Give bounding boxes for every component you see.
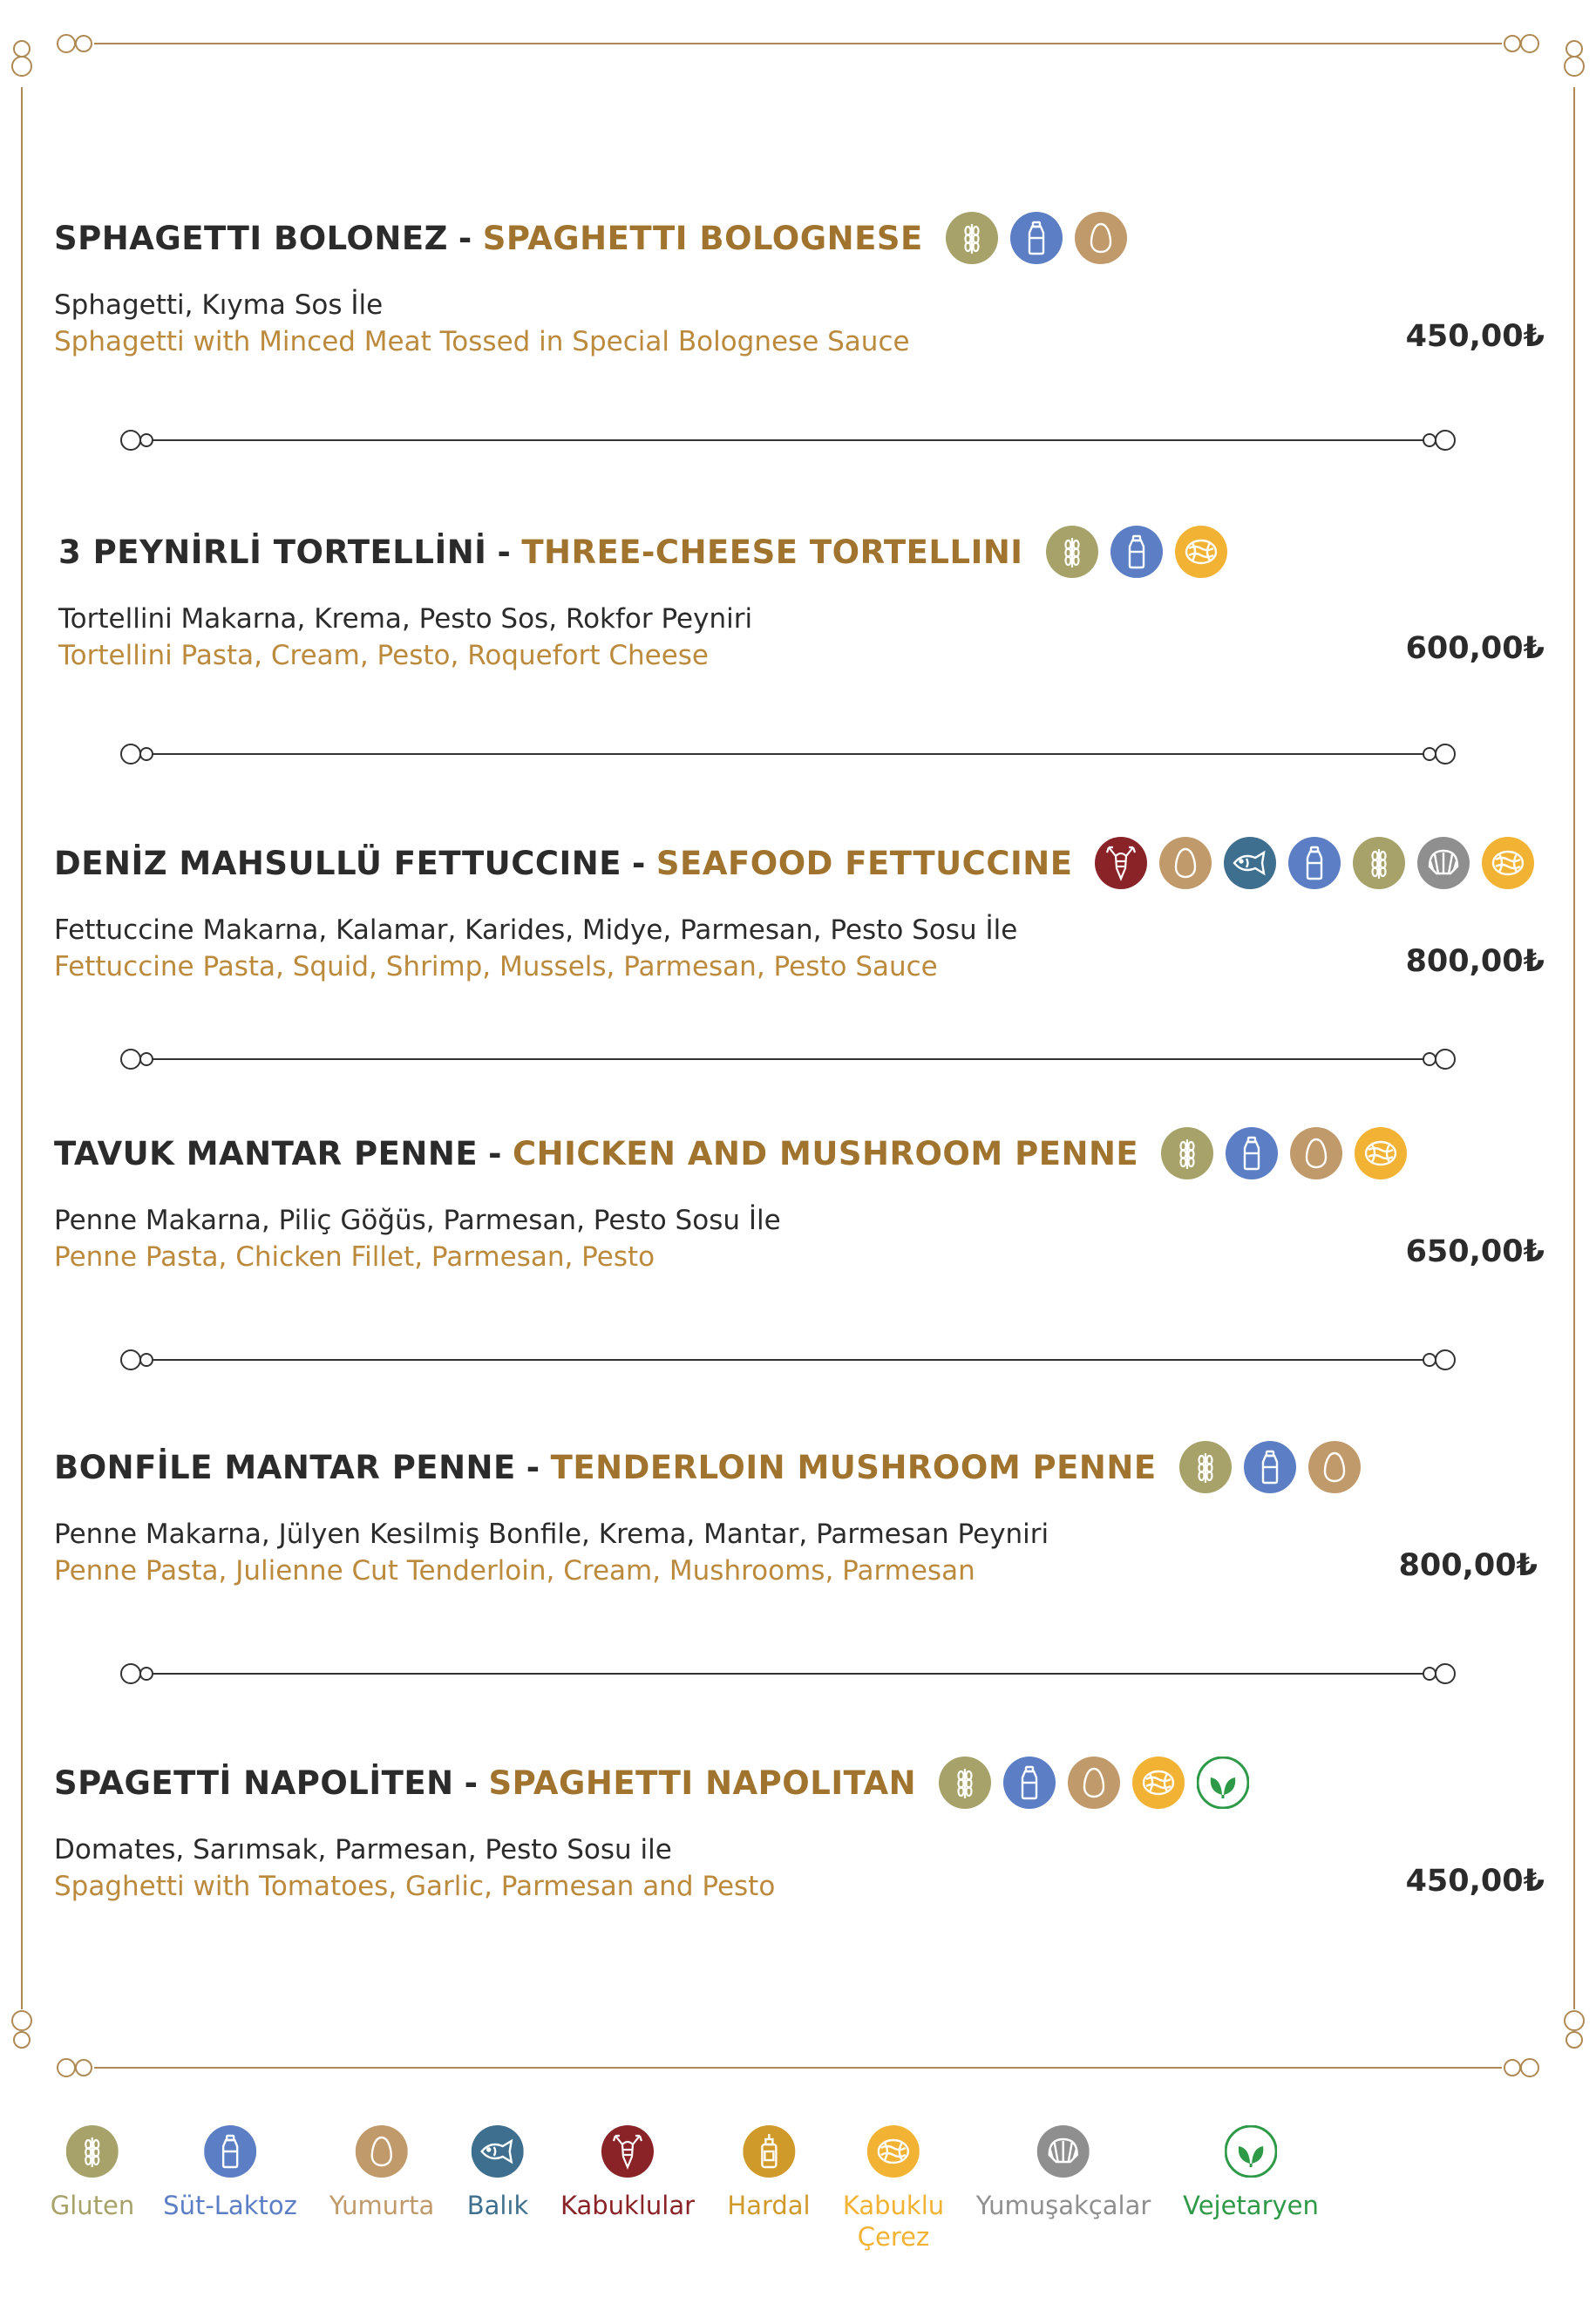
menu-item — [54, 834, 1545, 982]
milk-icon — [1003, 1757, 1056, 1809]
item-title-en: TENDERLOIN MUSHROOM PENNE — [550, 1448, 1157, 1486]
item-title-tr: SPHAGETTI BOLONEZ — [54, 219, 448, 257]
item-description-tr: Fettuccine Makarna, Kalamar, Karides, Midye, Parmesan, Pesto Sosu İle — [54, 914, 1018, 946]
item-title-row — [54, 834, 1545, 892]
item-title-tr: DENİZ MAHSULLÜ FETTUCCINE — [54, 844, 622, 882]
leaf-icon — [1225, 2125, 1277, 2178]
legend-item — [329, 2125, 434, 2221]
leaf-icon — [1197, 1757, 1249, 1809]
allergen-icons — [1046, 526, 1239, 578]
legend-label: Süt-Laktoz — [163, 2191, 297, 2220]
item-divider — [120, 1347, 1456, 1373]
egg-icon — [1308, 1441, 1361, 1493]
legend-label: Kabuklu Çerez — [842, 2191, 945, 2252]
item-description-en: Fettuccine Pasta, Squid, Shrimp, Mussels, Parmesan, Pesto Sauce — [54, 951, 938, 982]
milk-icon — [204, 2125, 256, 2178]
item-description-tr: Penne Makarna, Jülyen Kesilmiş Bonfile, Krema, Mantar, Parmesan Peyniri — [54, 1519, 1049, 1550]
title-separator: - — [497, 533, 512, 571]
legend-label: Vejetaryen — [1183, 2191, 1319, 2220]
allergen-icons — [939, 1757, 1261, 1809]
item-title-tr: 3 PEYNİRLİ TORTELLİNİ — [58, 533, 487, 571]
legend-item — [51, 2125, 135, 2221]
lobster-icon — [601, 2125, 654, 2178]
title-separator: - — [458, 219, 472, 257]
gluten-icon — [1161, 1127, 1213, 1179]
item-divider — [120, 427, 1456, 453]
item-title-tr: BONFİLE MANTAR PENNE — [54, 1448, 516, 1486]
allergen-icons — [1161, 1127, 1419, 1179]
nut-icon — [1482, 837, 1534, 889]
shell-icon — [1417, 837, 1470, 889]
item-description-en: Penne Pasta, Julienne Cut Tenderloin, Cream, Mushrooms, Parmesan — [54, 1555, 975, 1587]
legend-label: Kabuklular — [560, 2191, 696, 2220]
menu-item — [54, 209, 1545, 357]
legend-label: Yumuşakçalar — [975, 2191, 1151, 2220]
gluten-icon — [66, 2125, 119, 2178]
milk-icon — [1010, 212, 1063, 264]
item-title-row — [54, 1438, 1545, 1496]
title-separator: - — [632, 844, 646, 882]
item-title-en: SPAGHETTI NAPOLITAN — [488, 1764, 917, 1802]
item-title-en: CHICKEN AND MUSHROOM PENNE — [512, 1134, 1139, 1172]
legend-item — [843, 2125, 944, 2253]
legend-item — [560, 2125, 695, 2221]
fish-icon — [472, 2125, 524, 2178]
egg-icon — [1290, 1127, 1342, 1179]
item-description-tr: Domates, Sarımsak, Parmesan, Pesto Sosu ile — [54, 1834, 672, 1865]
legend-label: Balık — [466, 2191, 529, 2220]
gluten-icon — [939, 1757, 991, 1809]
nut-icon — [1132, 1757, 1185, 1809]
menu-item — [54, 1125, 1545, 1273]
item-title-row — [54, 209, 1545, 267]
item-title-row — [58, 523, 1545, 581]
item-title-tr: SPAGETTİ NAPOLİTEN — [54, 1764, 454, 1802]
menu-item — [54, 1438, 1545, 1587]
gluten-icon — [1179, 1441, 1232, 1493]
item-title-en: SEAFOOD FETTUCCINE — [655, 844, 1073, 882]
fish-icon — [1224, 837, 1276, 889]
title-separator: - — [488, 1134, 502, 1172]
item-title-en: SPAGHETTI BOLOGNESE — [482, 219, 923, 257]
item-price: 800,00₺ — [1398, 1548, 1538, 1583]
gluten-icon — [1353, 837, 1405, 889]
item-title-row — [54, 1125, 1545, 1182]
mustard-icon — [743, 2125, 795, 2178]
allergen-icons — [946, 212, 1139, 264]
item-divider — [120, 1661, 1456, 1687]
legend-label: Hardal — [727, 2191, 811, 2220]
item-description-en: Spaghetti with Tomatoes, Garlic, Parmesan and Pesto — [54, 1871, 776, 1902]
item-divider — [120, 741, 1456, 767]
item-price: 450,00₺ — [1405, 1864, 1545, 1899]
allergen-icons — [1095, 837, 1546, 889]
item-price: 800,00₺ — [1405, 944, 1545, 979]
egg-icon — [1159, 837, 1212, 889]
item-description-tr: Tortellini Makarna, Krema, Pesto Sos, Rokfor Peyniri — [58, 603, 753, 635]
egg-icon — [1068, 1757, 1120, 1809]
milk-icon — [1226, 1127, 1278, 1179]
legend-item — [163, 2125, 297, 2221]
item-description-tr: Penne Makarna, Piliç Göğüs, Parmesan, Pesto Sosu İle — [54, 1205, 781, 1236]
item-description-tr: Sphagetti, Kıyma Sos İle — [54, 289, 384, 321]
allergen-legend — [0, 2125, 1596, 2265]
item-title-en: THREE-CHEESE TORTELLINI — [521, 533, 1023, 571]
legend-item — [976, 2125, 1151, 2221]
milk-icon — [1244, 1441, 1296, 1493]
title-separator: - — [464, 1764, 479, 1802]
menu-item — [54, 1754, 1545, 1902]
gluten-icon — [946, 212, 998, 264]
lobster-icon — [1095, 837, 1147, 889]
milk-icon — [1288, 837, 1341, 889]
legend-item — [1183, 2125, 1319, 2221]
egg-icon — [356, 2125, 408, 2178]
item-title-row — [54, 1754, 1545, 1811]
item-description-en: Tortellini Pasta, Cream, Pesto, Roquefort Cheese — [58, 640, 709, 671]
item-price: 600,00₺ — [1405, 631, 1545, 666]
title-separator: - — [526, 1448, 540, 1486]
legend-item — [467, 2125, 529, 2221]
gluten-icon — [1046, 526, 1098, 578]
menu-item — [54, 523, 1545, 671]
allergen-icons — [1179, 1441, 1373, 1493]
item-price: 650,00₺ — [1405, 1234, 1545, 1269]
shell-icon — [1037, 2125, 1090, 2178]
item-divider — [120, 1046, 1456, 1072]
item-title-tr: TAVUK MANTAR PENNE — [54, 1134, 479, 1172]
item-price: 450,00₺ — [1405, 319, 1545, 354]
nut-icon — [1355, 1127, 1407, 1179]
item-description-en: Penne Pasta, Chicken Fillet, Parmesan, Pesto — [54, 1241, 655, 1273]
nut-icon — [1175, 526, 1227, 578]
nut-icon — [867, 2125, 920, 2178]
milk-icon — [1110, 526, 1163, 578]
egg-icon — [1075, 212, 1127, 264]
legend-label: Gluten — [50, 2191, 135, 2220]
legend-item — [727, 2125, 810, 2221]
legend-label: Yumurta — [329, 2191, 435, 2220]
item-description-en: Sphagetti with Minced Meat Tossed in Special Bolognese Sauce — [54, 326, 910, 357]
